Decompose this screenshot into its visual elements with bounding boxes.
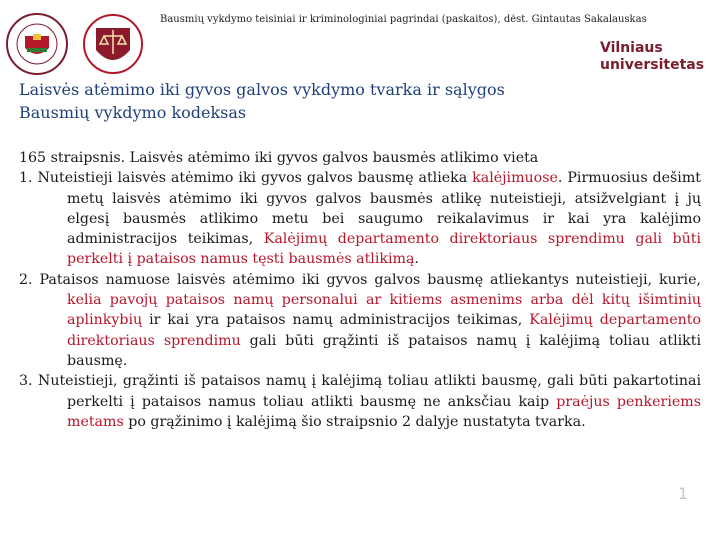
text-segment: ir kai yra pataisos namų administracijos teikimas,: [142, 312, 530, 329]
slide-subtitle: Bausmių vykdymo kodeksas: [19, 103, 247, 122]
article-item-3: [19, 371, 701, 432]
text-segment: po grąžinimo į kalėjimą šio straipsnio 2 dalyje nustatyta tvarka.: [123, 413, 586, 430]
law-faculty-seal-logo: [82, 8, 144, 80]
highlighted-text: Kalėjimų departamento direktoriaus sprendimu gali būti perkelti į pataisos namus tęsti bausmės atlikimą: [67, 231, 701, 268]
article-item-1: [19, 168, 701, 269]
highlighted-text: kalėjimuose: [472, 170, 558, 187]
text-segment: 3. Nuteistieji, grąžinti iš pataisos namų į kalėjimą toliau atlikti bausmę, gali būti pakartotinai perkelti į pataisos namus toliau atlikti bausmę ne anksčiau kaip: [19, 373, 701, 410]
slide-title: Laisvės atėmimo iki gyvos galvos vykdymo tvarka ir sąlygos: [19, 80, 505, 99]
text-segment: gali būti grąžinti iš pataisos namų į kalėjimą toliau atlikti bausmę.: [67, 332, 701, 369]
course-header-line: Bausmių vykdymo teisiniai ir kriminologiniai pagrindai (paskaitos), dėst. Gintautas Sakalauskas: [160, 14, 647, 25]
article-text: [19, 148, 701, 432]
text-segment: 2. Pataisos namuose laisvės atėmimo iki gyvos galvos bausmę atliekantys nuteistieji, kurie,: [19, 271, 701, 288]
text-segment: .: [414, 251, 419, 268]
text-segment: . Pirmuosius dešimt metų laisvės atėmimo iki gyvos galvos bausmės atlikę nuteistieji, atsižvelgiant į jų elgesį bausmės atlikimo metu bei saugumo reikalavimus ir kai yra kalėjimo administracijos teikimas,: [67, 170, 701, 248]
wordmark-line2: universitetas: [600, 57, 705, 73]
highlighted-text: Kalėjimų departamento direktoriaus sprendimu: [67, 312, 701, 349]
wordmark-line1: Vilniaus: [600, 40, 663, 56]
page-number: 1: [678, 484, 689, 503]
vilnius-university-wordmark: [600, 40, 704, 74]
vilnius-university-seal-logo: [4, 10, 70, 80]
text-segment: 1. Nuteistieji laisvės atėmimo iki gyvos galvos bausmę atlieka: [19, 170, 473, 187]
article-item-2: [19, 270, 701, 371]
article-items: [19, 168, 701, 432]
highlighted-text: praėjus penkeriems metams: [67, 393, 701, 430]
article-heading: 165 straipsnis. Laisvės atėmimo iki gyvos galvos bausmės atlikimo vieta: [19, 150, 539, 166]
highlighted-text: kelia pavojų pataisos namų personalui ar kitiems asmenims arba dėl kitų išimtinių aplinkybių: [67, 292, 701, 329]
